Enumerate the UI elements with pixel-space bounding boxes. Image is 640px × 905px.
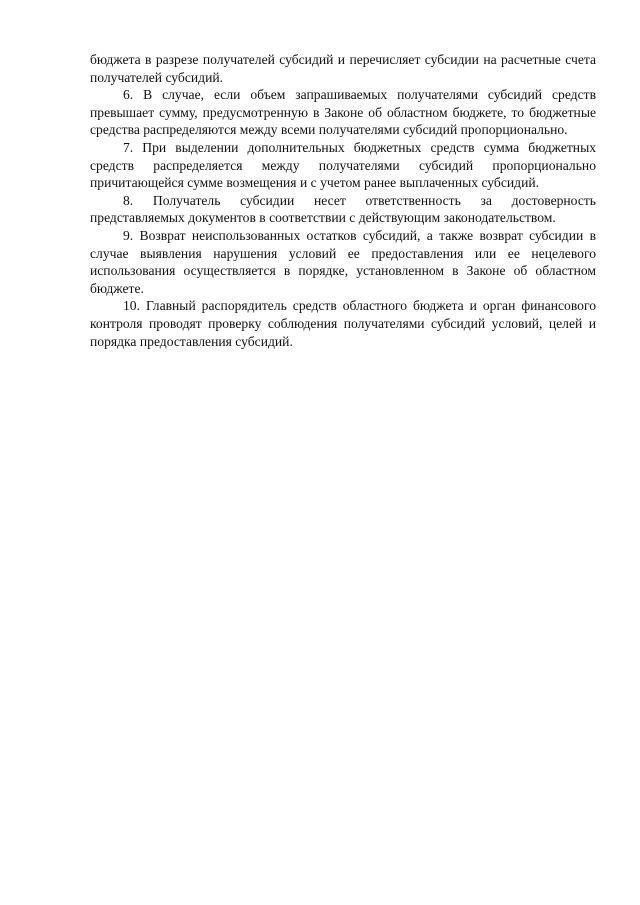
document-body bbox=[90, 51, 596, 350]
paragraph-item-7: 7. При выделении дополнительных бюджетных средств сумма бюджетных средств распределяется между получателями субсидий пропорционально причитающейся сумме возмещения и с учетом ранее выплаченных субсидий. bbox=[90, 139, 596, 191]
paragraph-item-6: 6. В случае, если объем запрашиваемых получателями субсидий средств превышает сумму, предусмотренную в Законе об областном бюджете, то бюджетные средства распределяются между всеми получателями субсидий пропорционально. bbox=[90, 87, 596, 138]
paragraph-continuation: бюджета в разрезе получателей субсидий и перечисляет субсидии на расчетные счета получателей субсидий. bbox=[90, 52, 596, 85]
paragraph-item-9: 9. Возврат неиспользованных остатков субсидий, а также возврат субсидии в случае выявления нарушения условий ее предоставления или ее нецелевого использования осуществляется в порядке, установленном в Законе об областном бюджете. bbox=[90, 227, 596, 296]
paragraph-item-8: 8. Получатель субсидии несет ответственность за достоверность представляемых документов в соответствии с действующим законодательством. bbox=[90, 192, 596, 226]
paragraph-item-10: 10. Главный распорядитель средств областного бюджета и орган финансового контроля проводят проверку соблюдения получателями субсидий условий, целей и порядка предоставления субсидий. bbox=[90, 298, 596, 349]
